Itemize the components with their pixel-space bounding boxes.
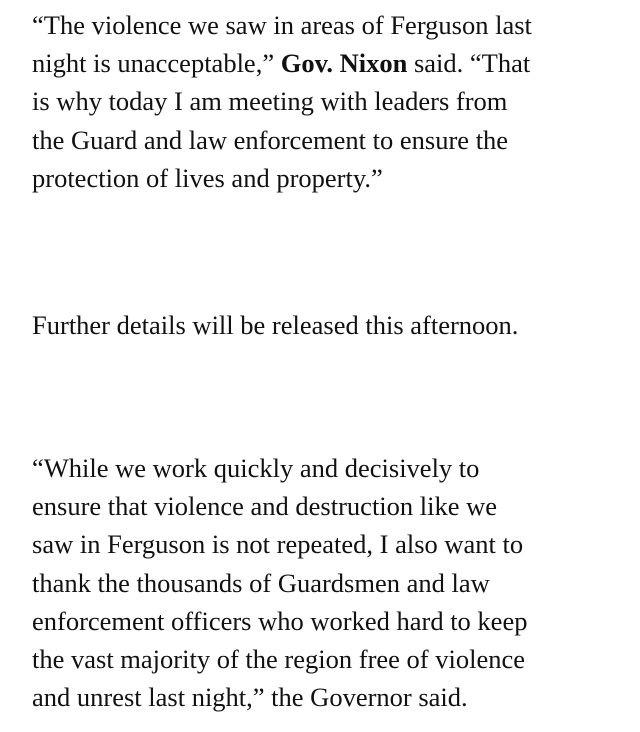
text-segment: said. “That bbox=[413, 48, 531, 79]
text-line: is why today I am meeting with leaders from bbox=[32, 86, 508, 117]
text-line: ensure that violence and destruction like we bbox=[32, 491, 498, 522]
text-line: saw in Ferguson is not repeated, I also want to bbox=[32, 529, 524, 560]
details-paragraph bbox=[32, 306, 518, 344]
speaker-name: Gov. Nixon bbox=[280, 48, 408, 79]
text-line: and unrest last night,” the Governor said. bbox=[32, 682, 468, 713]
quote-paragraph-1 bbox=[32, 6, 532, 197]
text-line bbox=[32, 44, 532, 82]
text-line: “The violence we saw in areas of Ferguson last bbox=[32, 10, 532, 40]
quote-paragraph-2 bbox=[32, 449, 527, 716]
text-line: the vast majority of the region free of violence bbox=[32, 644, 526, 675]
text-line: enforcement officers who worked hard to keep bbox=[32, 605, 528, 636]
text-segment: night is unacceptable,” bbox=[32, 48, 275, 79]
text-line: Further details will be released this afternoon. bbox=[32, 310, 519, 340]
text-line: thank the thousands of Guardsmen and law bbox=[32, 567, 490, 598]
text-line: “While we work quickly and decisively to bbox=[32, 453, 480, 483]
text-line: protection of lives and property.” bbox=[32, 162, 383, 193]
text-line: the Guard and law enforcement to ensure the bbox=[32, 124, 509, 155]
